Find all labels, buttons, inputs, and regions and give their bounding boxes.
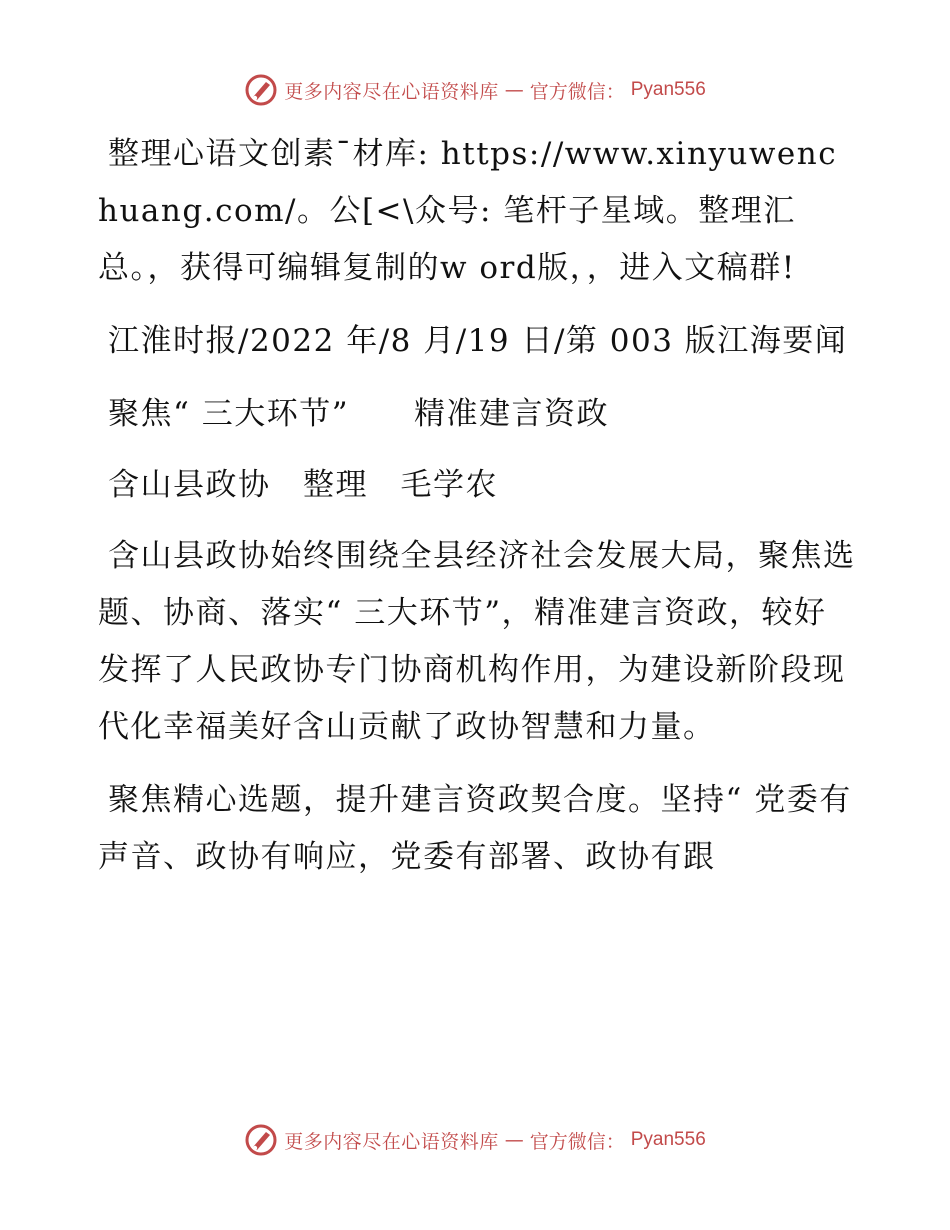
- banner-text: 更多内容尽在心语资料库: [284, 1130, 499, 1153]
- banner-text: 更多内容尽在心语资料库: [284, 80, 499, 103]
- banner-wechat-id: Pyan556: [630, 1129, 706, 1150]
- document-body: [98, 126, 858, 902]
- pen-logo-icon: [244, 1123, 278, 1157]
- banner-separator: —: [504, 1129, 524, 1151]
- body-paragraph-2: 聚焦精心选题，提升建言资政契合度。坚持“ 党委有声音、政协有响应，党委有部署、政协有跟: [98, 782, 852, 875]
- banner-wechat-label: 官方微信：: [529, 80, 625, 103]
- body-paragraph-1: 含山县政协始终围绕全县经济社会发展大局，聚焦选题、协商、落实“ 三大环节”，精准建言资政，较好发挥了人民政协专门协商机构作用，为建设新阶段现代化幸福美好含山贡献了政协智慧和力量。: [98, 538, 856, 745]
- banner-wechat-label: 官方微信：: [529, 1130, 625, 1153]
- footer-banner: [0, 1120, 950, 1160]
- source-line: 江淮时报/2022 年/8 月/19 日/第 003 版江海要闻: [108, 323, 848, 359]
- intro-paragraph: 整理心语文创素¯材库: https://www.xinyuwenchuang.com/。公[<\众号: 笔杆子星域。整理汇总。，获得可编辑复制的w ord版，，进入文稿群!: [98, 136, 838, 286]
- article-title: 聚焦“ 三大环节” 精准建言资政: [108, 396, 610, 432]
- article-byline: 含山县政协 整理 毛学农: [108, 467, 498, 503]
- pen-logo-icon: [244, 73, 278, 107]
- header-banner: [0, 70, 950, 110]
- banner-separator: —: [504, 79, 524, 101]
- banner-wechat-id: Pyan556: [630, 79, 706, 100]
